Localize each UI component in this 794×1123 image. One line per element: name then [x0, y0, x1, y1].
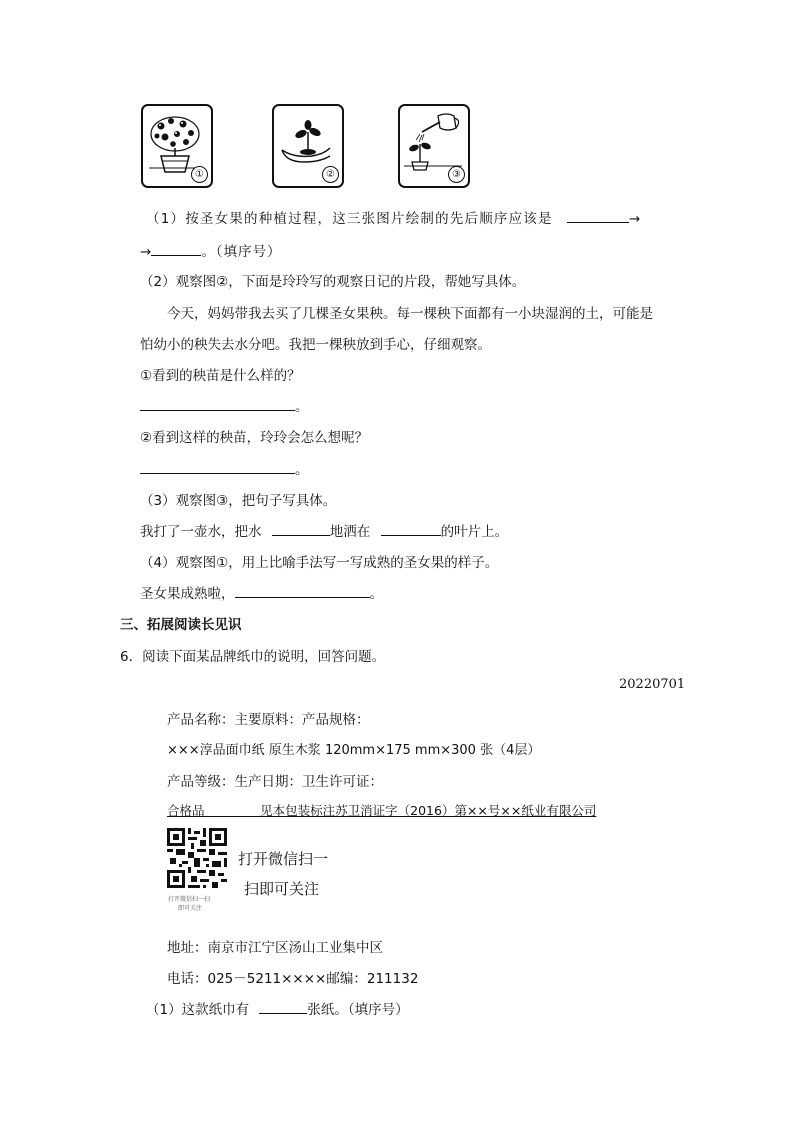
q2-sub-question-1: ①看到的秧苗是什么样的？ — [140, 368, 301, 384]
picture-2-number: ② — [322, 166, 339, 183]
picture-3 — [398, 104, 470, 188]
q3-blank-2[interactable] — [381, 520, 441, 536]
q2-intro: （2）观察图②，下面是玲玲写的观察日记的片段，帮她写具体。 — [140, 274, 526, 290]
q4-intro: （4）观察图①，用上比喻手法写一写成熟的圣女果的样子。 — [140, 555, 499, 571]
wechat-text-line2: 扫即可关注 — [244, 880, 320, 898]
picture-2 — [272, 104, 344, 188]
q6-blank-1[interactable] — [259, 998, 307, 1014]
section-3-title: 三、拓展阅读长见识 — [120, 617, 242, 633]
q2-blank-1[interactable] — [140, 395, 295, 411]
label-row-2: 产品等级：生产日期：卫生许可证： — [167, 774, 383, 790]
qr-caption: 打开微信扫一扫 即可关注 — [168, 896, 211, 912]
q2-sub-question-2: ②看到这样的秧苗，玲玲会怎么想呢？ — [140, 430, 369, 446]
value-row-1: ×××淳品面巾纸 原生木浆 120mm×175 mm×300 张（4层） — [167, 743, 541, 758]
q4-answer: 圣女果成熟啦， 。 — [140, 582, 383, 602]
q1-blank-2[interactable] — [151, 240, 201, 256]
q4-blank[interactable] — [235, 582, 370, 598]
value-row-2: 合格品 见本包装标注苏卫消证字（2016）第××号××纸业有限公司 — [167, 803, 597, 818]
picture-1-number: ① — [191, 166, 208, 183]
q6-code: 20220701 — [619, 677, 686, 692]
qr-code-icon[interactable] — [167, 828, 227, 888]
q3-intro: （3）观察图③，把句子写具体。 — [140, 493, 337, 509]
q2-paragraph-line2: 怕幼小的秧失去水分吧。我把一棵秧放到手心，仔细观察。 — [140, 337, 491, 353]
picture-1 — [141, 104, 213, 188]
picture-3-number: ③ — [448, 166, 465, 183]
q1-line1: （1）按圣女果的种植过程，这三张图片绘制的先后顺序应该是 → — [146, 207, 640, 227]
q2-answer-1: 。 — [140, 395, 309, 415]
q3-sentence: 我打了一壶水，把水 地洒在 的叶片上。 — [140, 520, 508, 540]
q1-blank-1[interactable] — [567, 207, 629, 223]
address: 地址：南京市江宁区汤山工业集中区 — [167, 940, 383, 956]
q6-intro: 6．阅读下面某品牌纸巾的说明，回答问题。 — [120, 649, 386, 665]
q1-line2: → 。（填序号） — [140, 240, 282, 260]
phone: 电话：025－5211××××邮编：211132 — [167, 971, 419, 987]
q6-sub-question-1: （1）这款纸巾有 张纸。（填序号） — [146, 998, 409, 1018]
q3-blank-1[interactable] — [272, 520, 330, 536]
wechat-text-line1: 打开微信扫一 — [238, 850, 329, 868]
label-row-1: 产品名称：主要原料：产品规格： — [167, 712, 370, 728]
q2-paragraph-line1: 今天，妈妈带我去买了几棵圣女果秧。每一棵秧下面都有一小块湿润的土，可能是 — [167, 306, 653, 322]
q2-blank-2[interactable] — [140, 458, 295, 474]
q2-answer-2: 。 — [140, 458, 309, 478]
